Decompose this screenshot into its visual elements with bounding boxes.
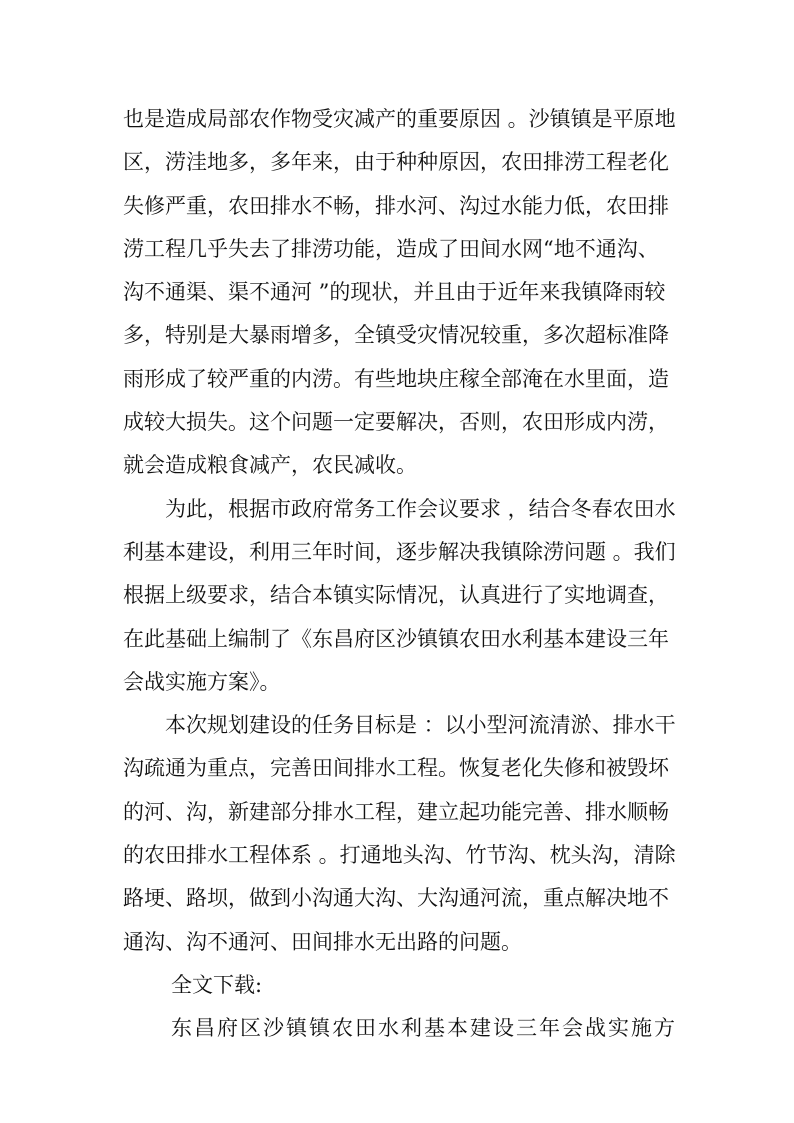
- paragraph-line: 失修严重，农田排水不畅，排水河、沟过水能力低，农田排: [123, 193, 669, 218]
- paragraph-line: 雨形成了较严重的内涝。有些地块庄稼全部淹在水里面，造: [123, 366, 669, 391]
- paragraph-line: 本次规划建设的任务目标是 ：以小型河流清淤、排水干: [165, 713, 676, 738]
- paragraph-line: 根据上级要求，结合本镇实际情况，认真进行了实地调查，: [123, 583, 669, 608]
- paragraph-line: 就会造成粮食减产，农民减收。: [123, 453, 417, 478]
- paragraph-line: 多，特别是大暴雨增多，全镇受灾情况较重，多次超标准降: [123, 323, 669, 348]
- paragraph-line: 涝工程几乎失去了排涝功能，造成了田间水网“地不通沟、: [123, 236, 659, 261]
- paragraph-line: 路埂、路坝，做到小沟通大沟、大沟通河流，重点解决地不: [123, 886, 669, 911]
- download-label: 全文下载:: [171, 972, 263, 997]
- download-link[interactable]: 东昌府区沙镇镇农田水利基本建设三年会战实施方: [171, 1016, 677, 1041]
- paragraph-line: 在此基础上编制了《东昌府区沙镇镇农田水利基本建设三年: [123, 626, 669, 651]
- paragraph-line: 成较大损失。这个问题一定要解决，否则，农田形成内涝，: [123, 410, 669, 435]
- document-body: [123, 98, 683, 1051]
- paragraph-3: [123, 704, 683, 964]
- paragraph-line: 为此，根据市政府常务工作会议要求 ，结合冬春农田水: [165, 496, 676, 521]
- paragraph-2: [123, 488, 683, 704]
- paragraph-line: 利基本建设，利用三年时间，逐步解决我镇除涝问题 。我们: [123, 539, 676, 564]
- paragraph-line: 的农田排水工程体系 。打通地头沟、竹节沟、枕头沟，清除: [123, 843, 676, 868]
- paragraph-line: 也是造成局部农作物受灾减产的重要原因 。沙镇镇是平原地: [123, 107, 676, 131]
- paragraph-line: 沟疏通为重点，完善田间排水工程。恢复老化失修和被毁坏: [123, 756, 669, 781]
- paragraph-line: 沟不通渠、渠不通河 ”的现状，并且由于近年来我镇降雨较: [123, 280, 666, 305]
- paragraph-line: 通沟、沟不通河、田间排水无出路的问题。: [123, 929, 522, 954]
- paragraph-line: 的河、沟，新建部分排水工程，建立起功能完善、排水顺畅: [123, 799, 669, 824]
- paragraph-line: 区，涝洼地多，多年来，由于种种原因，农田排涝工程老化: [123, 150, 669, 175]
- paragraph-line: 会战实施方案》。: [123, 669, 281, 694]
- paragraph-1: [123, 98, 683, 488]
